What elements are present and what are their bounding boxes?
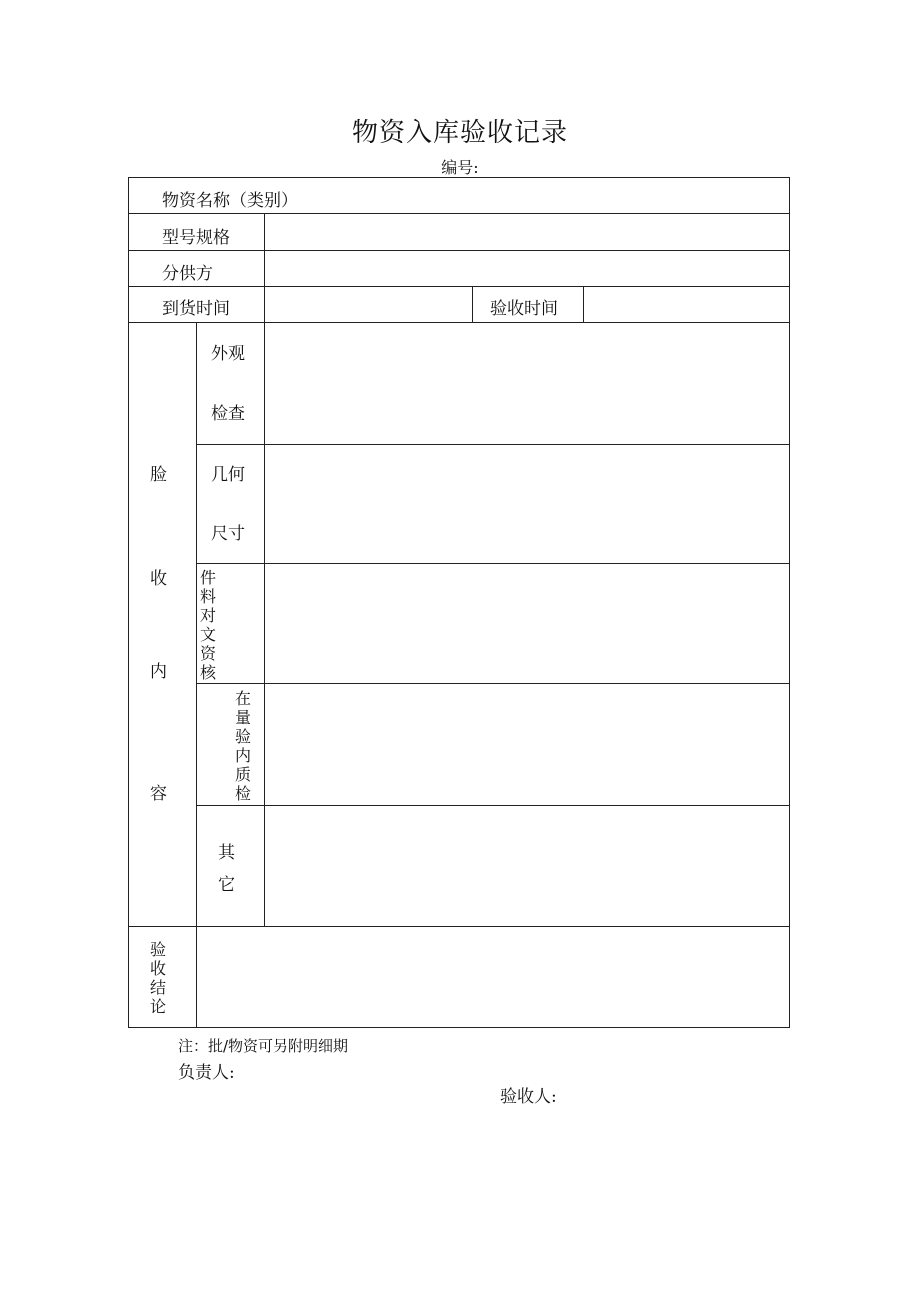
geometry-label-line2: 尺寸 xyxy=(211,524,245,544)
supplier-value-cell[interactable] xyxy=(265,251,789,286)
arrival-time-value-cell[interactable] xyxy=(265,287,472,322)
appearance-label-line2: 检查 xyxy=(211,404,245,424)
col-divider xyxy=(196,322,197,1028)
other-label-line2: 它 xyxy=(218,875,235,895)
footer-note: 注：批/物资可另附明细期 xyxy=(178,1037,349,1055)
inspector-label: 验收人: xyxy=(500,1087,557,1107)
other-value-cell[interactable] xyxy=(265,806,789,926)
inspection-group-char: 内 xyxy=(150,662,167,682)
geometry-value-cell[interactable] xyxy=(265,445,789,563)
material-name-label: 物资名称（类别） xyxy=(162,191,298,211)
model-spec-label: 型号规格 xyxy=(162,228,230,248)
col-divider xyxy=(472,286,473,323)
inspection-time-value-cell[interactable] xyxy=(584,287,789,322)
supplier-label: 分供方 xyxy=(162,264,213,284)
geometry-label-line1: 几何 xyxy=(211,465,245,485)
table-border-left xyxy=(128,177,129,1028)
serial-number-label: 编号: xyxy=(441,158,479,177)
form-title: 物资入库验收记录 xyxy=(351,118,568,148)
model-spec-value-cell[interactable] xyxy=(265,214,789,250)
quality-check-label: 在量验内质检 xyxy=(234,689,251,803)
inspection-time-label: 验收时间 xyxy=(490,299,558,319)
inspection-group-char: 容 xyxy=(150,784,167,804)
appearance-label-line1: 外观 xyxy=(211,344,245,364)
responsible-person-label: 负责人: xyxy=(178,1063,235,1083)
arrival-time-label: 到货时间 xyxy=(162,299,230,319)
table-border-top xyxy=(128,177,790,178)
quality-check-value-cell[interactable] xyxy=(265,684,789,805)
conclusion-label: 验收结论 xyxy=(149,940,166,1016)
table-border-bottom xyxy=(128,1027,790,1028)
conclusion-value-cell[interactable] xyxy=(197,927,789,1027)
other-label-line1: 其 xyxy=(218,843,235,863)
document-check-label: 件料对文资核 xyxy=(199,568,216,682)
inspection-group-char: 脸 xyxy=(150,465,167,485)
document-check-value-cell[interactable] xyxy=(265,564,789,683)
table-border-right xyxy=(789,177,790,1028)
appearance-value-cell[interactable] xyxy=(265,323,789,444)
inspection-group-char: 收 xyxy=(150,569,167,589)
